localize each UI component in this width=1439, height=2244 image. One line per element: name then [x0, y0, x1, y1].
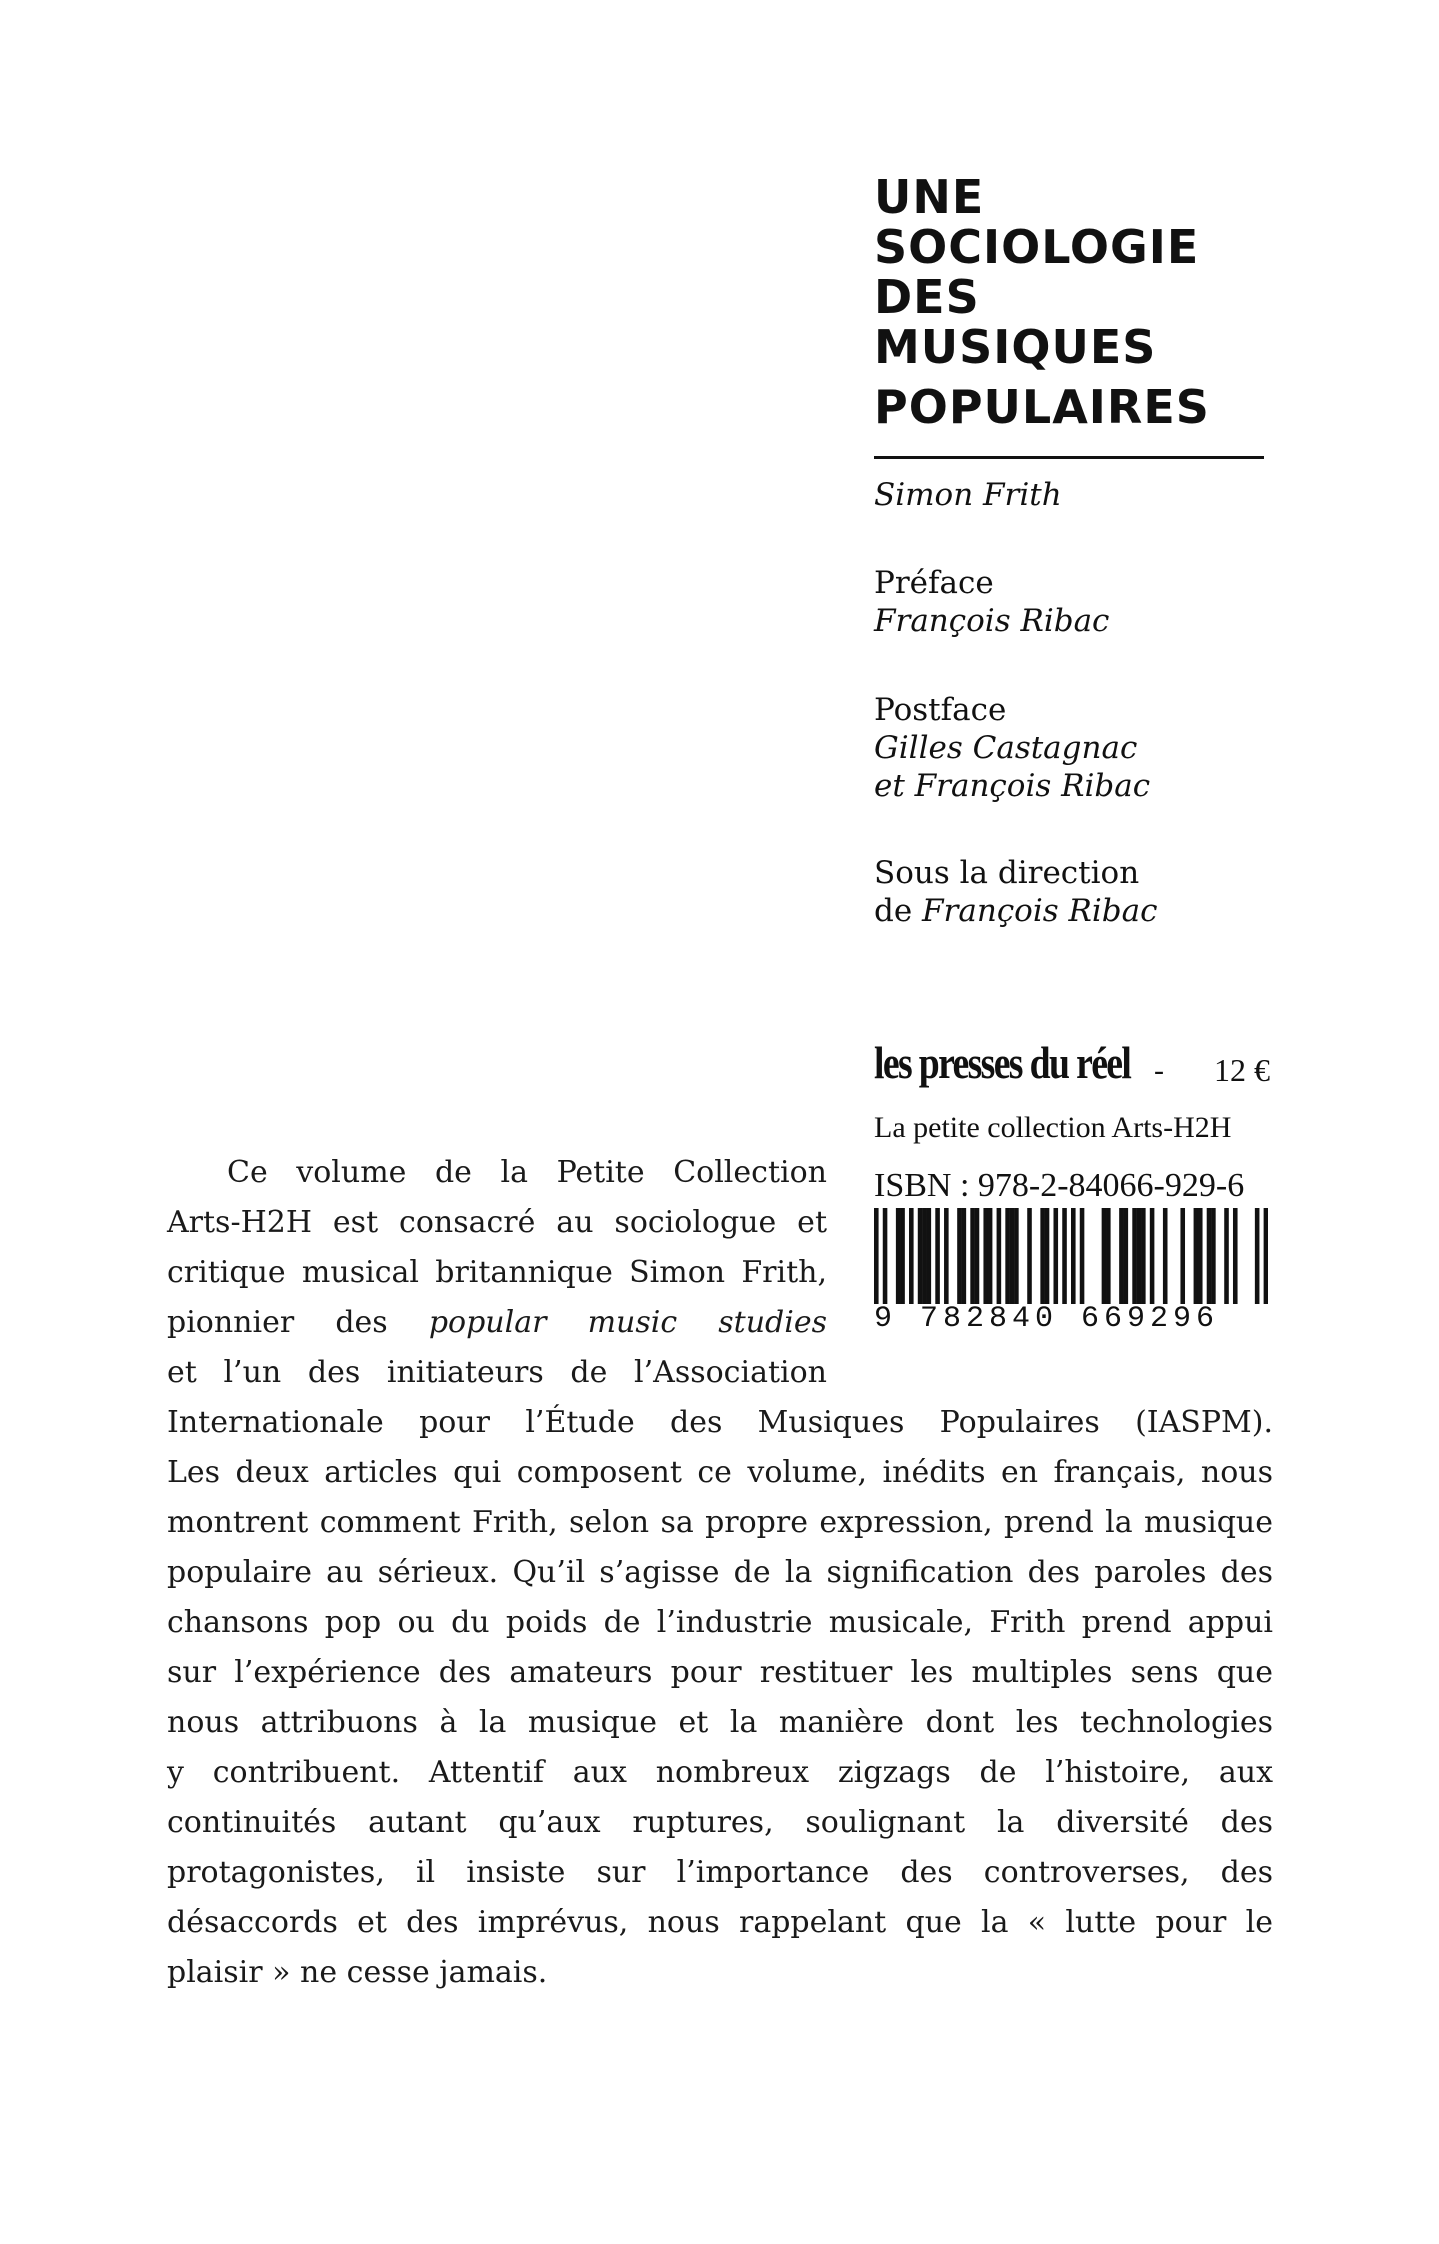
publisher-row: [874, 1036, 1274, 1106]
publisher-logo: les presses du réel: [874, 1037, 1131, 1088]
blurb-line: désaccords et des imprévus, nous rappelant que la « lutte pour le: [167, 1905, 1273, 1940]
blurb-line: critique musical britannique Simon Frith,: [167, 1255, 827, 1290]
book-title: [874, 172, 1274, 432]
title-line: MUSIQUES: [874, 320, 1157, 374]
blurb-italic-phrase: popular music studies: [428, 1305, 827, 1340]
isbn: ISBN : 978-2-84066-929-6: [874, 1167, 1245, 1204]
blurb-line: nous attribuons à la musique et la manière dont les technologies: [167, 1705, 1273, 1740]
blurb-line: Arts-H2H est consacré au sociologue et: [167, 1205, 827, 1240]
postface-name-line2: et François Ribac: [874, 768, 1151, 804]
blurb: [167, 1148, 1273, 1998]
blurb-line: [167, 1298, 827, 1348]
postface-name-line1: Gilles Castagnac: [874, 730, 1138, 766]
title-line: DES: [874, 270, 980, 324]
preface-name: François Ribac: [874, 603, 1110, 639]
blurb-line: chansons pop ou du poids de l’industrie musicale, Frith prend appui: [167, 1605, 1273, 1640]
price: 12 €: [1214, 1052, 1270, 1088]
direction-prefix: de: [874, 893, 923, 929]
direction-credit: [874, 854, 1294, 930]
blurb-line: plaisir » ne cesse jamais.: [167, 1955, 548, 1990]
author-name: Simon Frith: [874, 477, 1062, 513]
blurb-line: y contribuent. Attentif aux nombreux zigzags de l’histoire, aux: [167, 1755, 1273, 1790]
blurb-fragment: pionnier des: [167, 1305, 429, 1340]
blurb-line: continuités autant qu’aux ruptures, soulignant la diversité des: [167, 1805, 1273, 1840]
author-credit: [874, 476, 1294, 514]
postface-label: Postface: [874, 692, 1007, 728]
title-line: POPULAIRES: [874, 380, 1210, 434]
title-line: UNE: [874, 170, 985, 224]
direction-name: François Ribac: [922, 893, 1158, 929]
blurb-line: Les deux articles qui composent ce volume, inédits en français, nous: [167, 1455, 1273, 1490]
preface-credit: [874, 564, 1294, 640]
barcode-digits: 9 782840 669296: [874, 1302, 1220, 1336]
blurb-line: populaire au sérieux. Qu’il s’agisse de la signification des paroles des: [167, 1555, 1273, 1590]
blurb-line: Ce volume de la Petite Collection: [227, 1155, 827, 1190]
preface-label: Préface: [874, 565, 994, 601]
blurb-line: montrent comment Frith, selon sa propre expression, prend la musique: [167, 1505, 1273, 1540]
blurb-line: Internationale pour l’Étude des Musiques Populaires (IASPM).: [167, 1405, 1273, 1440]
collection-name: La petite collection Arts-H2H: [874, 1111, 1232, 1144]
direction-name-line: [874, 892, 1294, 930]
blurb-line: sur l’expérience des amateurs pour restituer les multiples sens que: [167, 1655, 1273, 1690]
title-line: SOCIOLOGIE: [874, 220, 1200, 274]
direction-label: Sous la direction: [874, 855, 1140, 891]
blurb-line: protagonistes, il insiste sur l’importance des controverses, des: [167, 1855, 1273, 1890]
postface-credit: [874, 691, 1294, 805]
price-separator: -: [1154, 1054, 1164, 1087]
blurb-line: et l’un des initiateurs de l’Association: [167, 1355, 827, 1390]
title-divider: [874, 456, 1264, 459]
